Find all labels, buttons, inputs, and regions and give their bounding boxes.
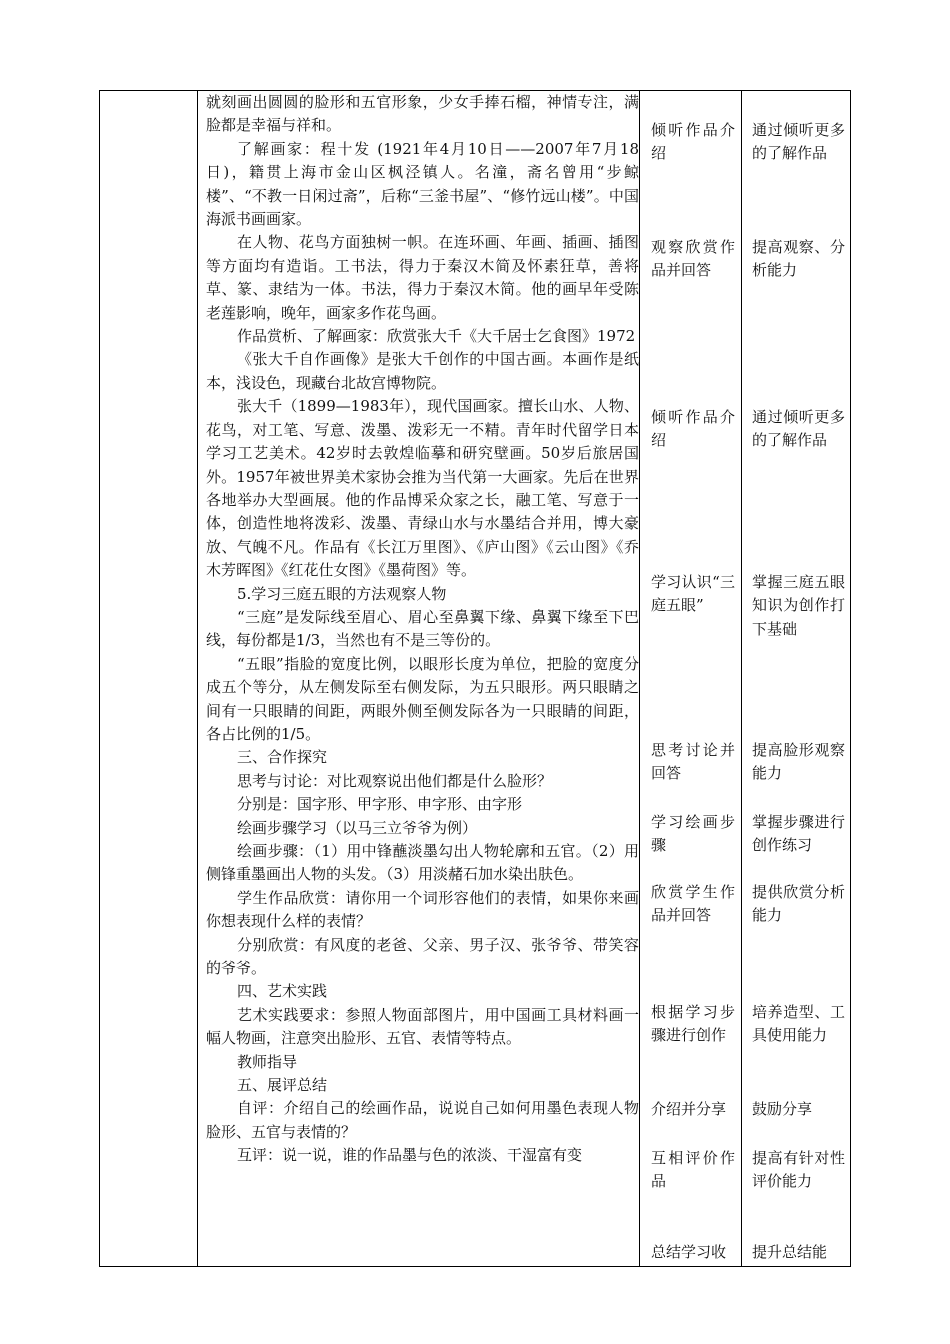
student-activity-cell: 倾听作品介绍 [651,121,735,163]
content-paragraph: 思考与讨论：对比观察说出他们都是什么脸形？ [237,771,553,790]
content-paragraph: “五眼”指脸的宽度比例，以眼形长度为单位，把脸的宽度分成五个等分，从左侧发际至右侧发际，为五只眼形。两只眼睛之间有一只眼睛的间距，两眼外侧至侧发际各为一只眼睛的间距，各占比例的1/5。 [206,654,639,743]
section-heading: 四、艺术实践 [237,982,328,1001]
design-intent-cell: 培养造型、工具使用能力 [752,1003,845,1045]
design-intent-cell: 提升总结能 [752,1243,828,1261]
content-paragraph: 分别是：国字形、甲字形、申字形、由字形 [237,795,523,814]
section-heading: 五、展评总结 [237,1076,328,1095]
content-paragraph: 就刻画出圆圆的脸形和五官形象，少女手捧石榴，神情专注，满脸都是幸福与祥和。 [206,93,639,135]
design-intent-cell: 通过倾听更多的了解作品 [752,121,845,163]
design-intent-cell: 掌握步骤进行创作练习 [752,813,845,855]
content-paragraph: “三庭”是发际线至眉心、眉心至鼻翼下缘、鼻翼下缘至下巴线，每份都是1/3，当然也有不是三等份的。 [206,607,639,650]
section-heading: 5.学习三庭五眼的方法观察人物 [237,584,447,603]
design-intent-cell: 提高观察、分析能力 [752,238,845,280]
student-activity-cell: 欣赏学生作品并回答 [651,883,735,925]
design-intent-cell: 鼓励分享 [752,1100,813,1118]
content-paragraph: 作品赏析、了解画家：欣赏张大千《大千居士乞食图》1972 [237,327,636,346]
column-divider [197,91,198,1266]
section-heading: 三、合作探究 [237,748,328,767]
content-paragraph: 绘画步骤：（1）用中锋蘸淡墨勾出人物轮廓和五官。（2）用侧锋重墨画出人物的头发。（3）用淡赭石加水染出肤色。 [206,842,639,884]
student-activity-cell: 观察欣赏作品并回答 [651,238,735,280]
content-paragraph: 在人物、花鸟方面独树一帜。在连环画、年画、插画、插图等方面均有造诣。工书法，得力于秦汉木简及怀素狂草，善将草、篆、隶结为一体。书法，得力于秦汉木简。他的画早年受陈老莲影响，晚年，画家多作花鸟画。 [206,233,639,322]
design-intent-cell: 提高脸形观察能力 [752,741,845,783]
student-activity-cell: 根据学习步骤进行创作 [651,1003,735,1045]
design-intent-cell: 通过倾听更多的了解作品 [752,408,845,450]
design-intent-cell: 提供欣赏分析能力 [752,883,845,925]
content-paragraph: 教师指导 [237,1052,298,1071]
design-intent-cell: 掌握三庭五眼知识为创作打下基础 [752,573,845,638]
student-activity-cell: 倾听作品介绍 [651,408,735,450]
student-activity-cell: 互相评价作品 [651,1149,735,1191]
student-activity-cell: 思考讨论并回答 [651,741,735,783]
content-paragraph: 艺术实践要求：参照人物面部图片，用中国画工具材料画一幅人物画，注意突出脸形、五官、表情等特点。 [206,1005,639,1048]
column-divider [741,91,742,1266]
content-paragraph: 《张大千自作画像》是张大千创作的中国古画。本画作是纸本，浅设色，现藏台北故宫博物院。 [206,350,639,392]
content-paragraph: 自评：介绍自己的绘画作品，说说自己如何用墨色表现人物脸形、五官与表情的？ [206,1099,639,1141]
design-intent-cell: 提高有针对性评价能力 [752,1149,845,1191]
student-activity-cell: 学习认识“三庭五眼” [651,573,735,615]
content-paragraph: 互评：说一说，谁的作品墨与色的浓淡、干湿富有变 [237,1146,583,1165]
content-paragraph: 学生作品欣赏：请你用一个词形容他们的表情，如果你来画你想表现什么样的表情？ [206,888,639,931]
content-paragraph: 绘画步骤学习（以马三立爷爷为例） [237,818,478,837]
column-divider [639,91,640,1266]
content-paragraph: 张大千（1899—1983年），现代国画家。擅长山水、人物、花鸟，对工笔、写意、泼墨、泼彩无一不精。青年时代留学日本学习工艺美术。42岁时去敦煌临摹和研究壁画。50岁后旅居国外。1957年被世界美术家协会推为当代第一大画家。先后在世界各地举办大型画展。他的作品博采众家之长，融工笔、写意于一体，创造性地将泼彩、泼墨、青绿山水与水墨结合并用，博大豪放、气魄不凡。作品有《长江万里图》、《庐山图》《云山图》《乔木芳晖图》《红花仕女图》《墨荷图》等。 [206,397,639,580]
content-paragraph: 分别欣赏：有风度的老爸、父亲、男子汉、张爷爷、带笑容的爷爷。 [206,935,639,978]
teaching-content-column [206,91,639,1168]
content-paragraph: 了解画家：程十发 (1921年4月10日——2007年7月18日)，籍贯上海市金山区枫泾镇人。名潼，斋名曾用“步鲸楼”、“不教一日闲过斋”，后称“三釜书屋”、“修竹远山楼”。中国海派书画画家。 [206,139,639,229]
lesson-table [99,90,851,1267]
student-activity-cell: 学习绘画步骤 [651,813,735,855]
student-activity-cell: 总结学习收 [651,1243,727,1261]
student-activity-cell: 介绍并分享 [651,1100,727,1118]
